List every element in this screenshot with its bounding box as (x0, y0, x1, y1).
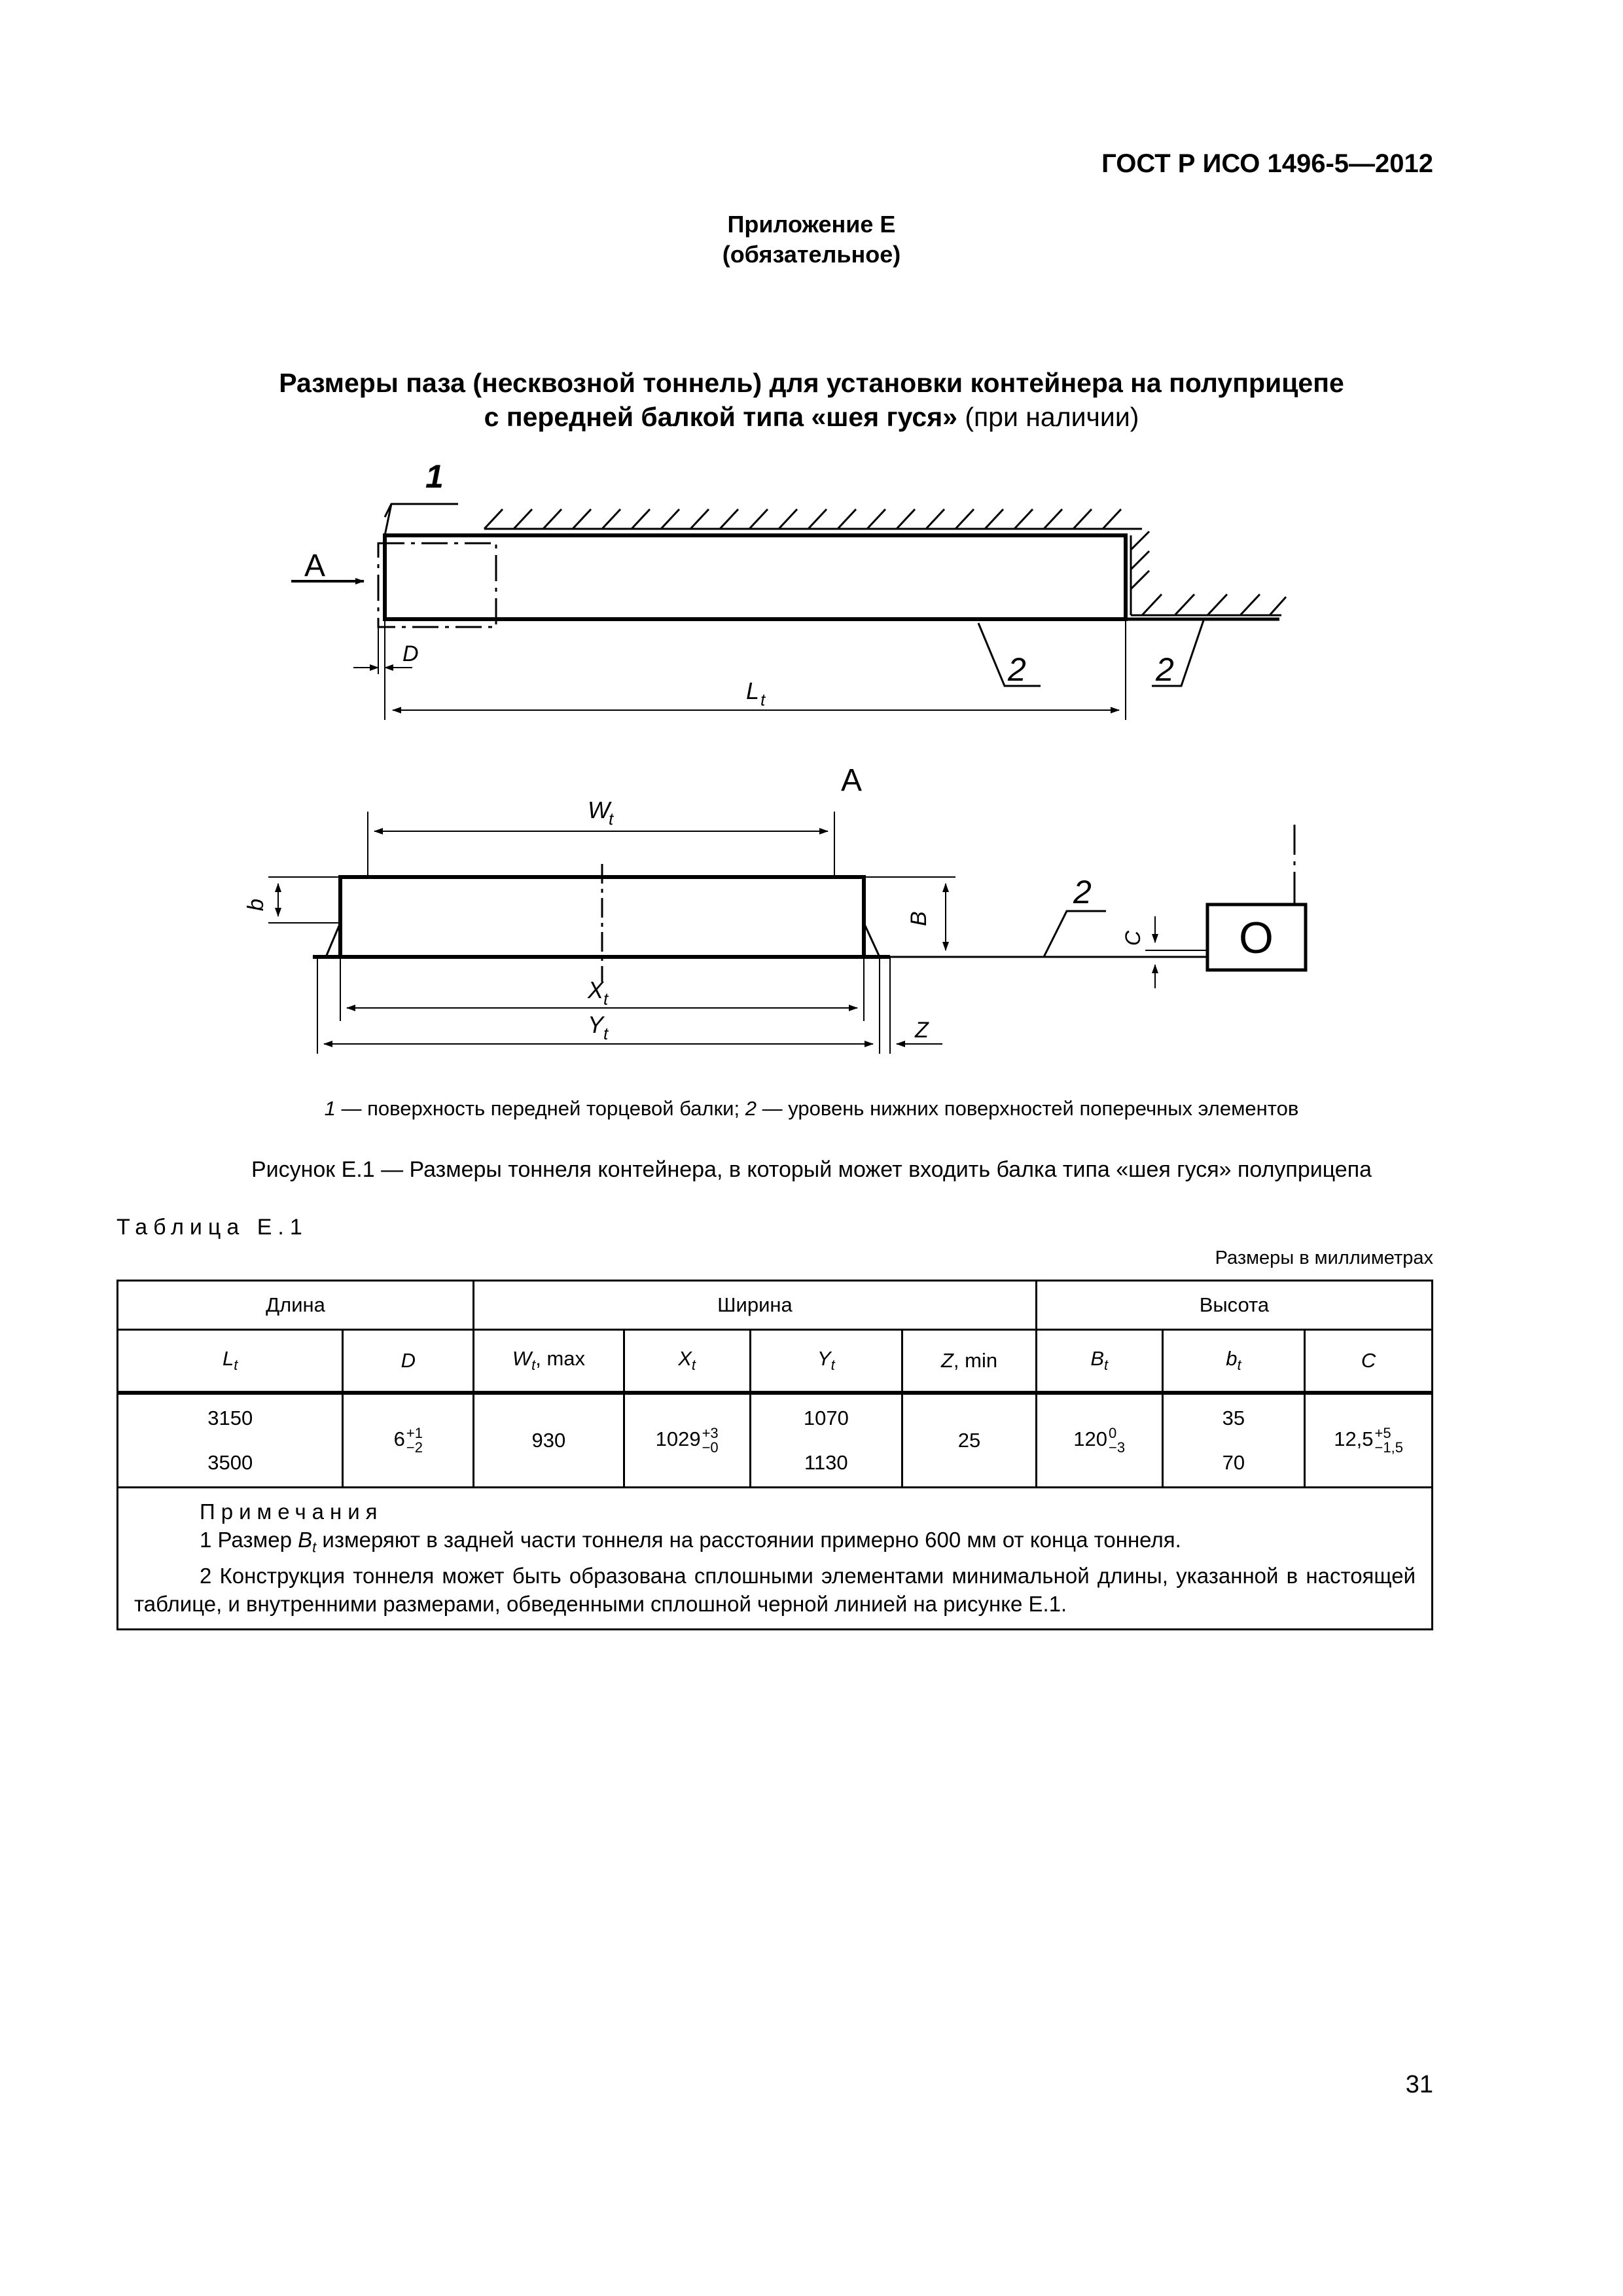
col-bt-upper: $B_t$ (1036, 1330, 1162, 1393)
col-lt: $L_t$ (118, 1330, 343, 1393)
heading-bold-part: с передней балкой типа «шея гуся» (484, 402, 957, 432)
dim-c-label: C (1121, 930, 1145, 946)
annex-title: Приложение E (727, 211, 896, 238)
front-beam-outline (378, 543, 496, 627)
legend-number-2: 2 (745, 1097, 757, 1120)
table-row (118, 1393, 1433, 1488)
col-xt: $X_t$ (624, 1330, 750, 1393)
view-a (268, 812, 1306, 1054)
dim-bt-label: b (243, 899, 268, 911)
group-height: Высота (1036, 1281, 1432, 1330)
table-units: Размеры в миллиметрах (1215, 1247, 1433, 1268)
table-notes (118, 1488, 1433, 1630)
group-length: Длина (118, 1281, 474, 1330)
dim-z-label: Z (915, 1018, 929, 1043)
dim-d-label: D (402, 641, 419, 666)
table-caption: Таблица E.1 (116, 1215, 308, 1240)
table-header-row (118, 1330, 1433, 1393)
hatch-top (484, 509, 1121, 529)
callout-2-view-a: 2 (1073, 874, 1092, 910)
col-z: Z, min (902, 1330, 1037, 1393)
callout-2-right: 2 (1156, 651, 1174, 688)
col-wt: $W_t$, max (474, 1330, 624, 1393)
hatch-side (1131, 531, 1149, 589)
dimensions-table (116, 1280, 1433, 1630)
callout-1: 1 (425, 458, 444, 495)
note-1: 1 Размер $B_t$ измеряют в задней части тоннеля на расстоянии примерно 600 мм от конца тоннеля. (200, 1528, 1181, 1556)
cell-lt: 3150 3500 (118, 1393, 343, 1488)
col-bt: $b_t$ (1162, 1330, 1305, 1393)
cell-wt: 930 (474, 1393, 624, 1488)
figure-caption: Рисунок E.1 — Размеры тоннеля контейнера, в который может входить балка типа «шея гуся» полуприцепа (251, 1157, 1372, 1182)
cell-yt: 1070 1130 (750, 1393, 902, 1488)
dim-yt-sub: t (603, 1024, 609, 1043)
view-arrow-label: A (304, 548, 326, 583)
view-a-title: A (841, 763, 863, 798)
figure-e1-drawing (0, 0, 1623, 1100)
figure-legend (0, 1097, 1623, 1121)
dim-lt-label: L (746, 677, 760, 704)
annex-heading-line1: Размеры паза (несквозной тоннель) для установки контейнера на полуприцепе (279, 368, 1344, 398)
callout-2-left: 2 (1008, 651, 1026, 688)
heading-normal-part: (при наличии) (957, 402, 1139, 432)
table-group-row (118, 1281, 1433, 1330)
cell-z: 25 (902, 1393, 1037, 1488)
dim-wt-label: W (588, 797, 610, 823)
hatch-right (1142, 594, 1286, 615)
legend-number-1: 1 (324, 1097, 336, 1120)
cell-bt-upper: 1200 −3 (1036, 1393, 1162, 1488)
dim-xt-sub: t (603, 989, 609, 1009)
note-2: 2 Конструкция тоннеля может быть образована сплошными элементами минимальной длины, указанной в настоящей таблице, и внутренними размерами, обведенными сплошной черной линией на рисунке E.1. (134, 1563, 1416, 1616)
col-c: C (1305, 1330, 1433, 1393)
dim-lt-sub: t (760, 690, 766, 709)
cell-bt: 35 70 (1162, 1393, 1305, 1488)
cell-d: 6+1 −2 (343, 1393, 474, 1488)
legend-text-1: — поверхность передней торцевой балки; (335, 1097, 745, 1120)
table-notes-row (118, 1488, 1433, 1630)
col-yt: $Y_t$ (750, 1330, 902, 1393)
dim-xt-label: X (588, 977, 604, 1003)
flatness-symbol: O (1239, 913, 1274, 963)
annex-status: (обязательное) (722, 241, 901, 268)
group-width: Ширина (474, 1281, 1037, 1330)
dim-wt-sub: t (609, 809, 614, 829)
legend-text-2: — уровень нижних поверхностей поперечных элементов (756, 1097, 1299, 1120)
cell-c: 12,5+5 −1,5 (1305, 1393, 1433, 1488)
dim-yt-label: Y (588, 1011, 604, 1038)
page-number: 31 (1405, 2071, 1433, 2098)
notes-heading: Примечания (200, 1499, 383, 1524)
cell-xt: 1029+3 −0 (624, 1393, 750, 1488)
col-d: D (343, 1330, 474, 1393)
standard-designation: ГОСТ Р ИСО 1496-5—2012 (1101, 149, 1433, 178)
dim-bt-upper-label: B (906, 911, 931, 926)
side-view (291, 504, 1286, 720)
